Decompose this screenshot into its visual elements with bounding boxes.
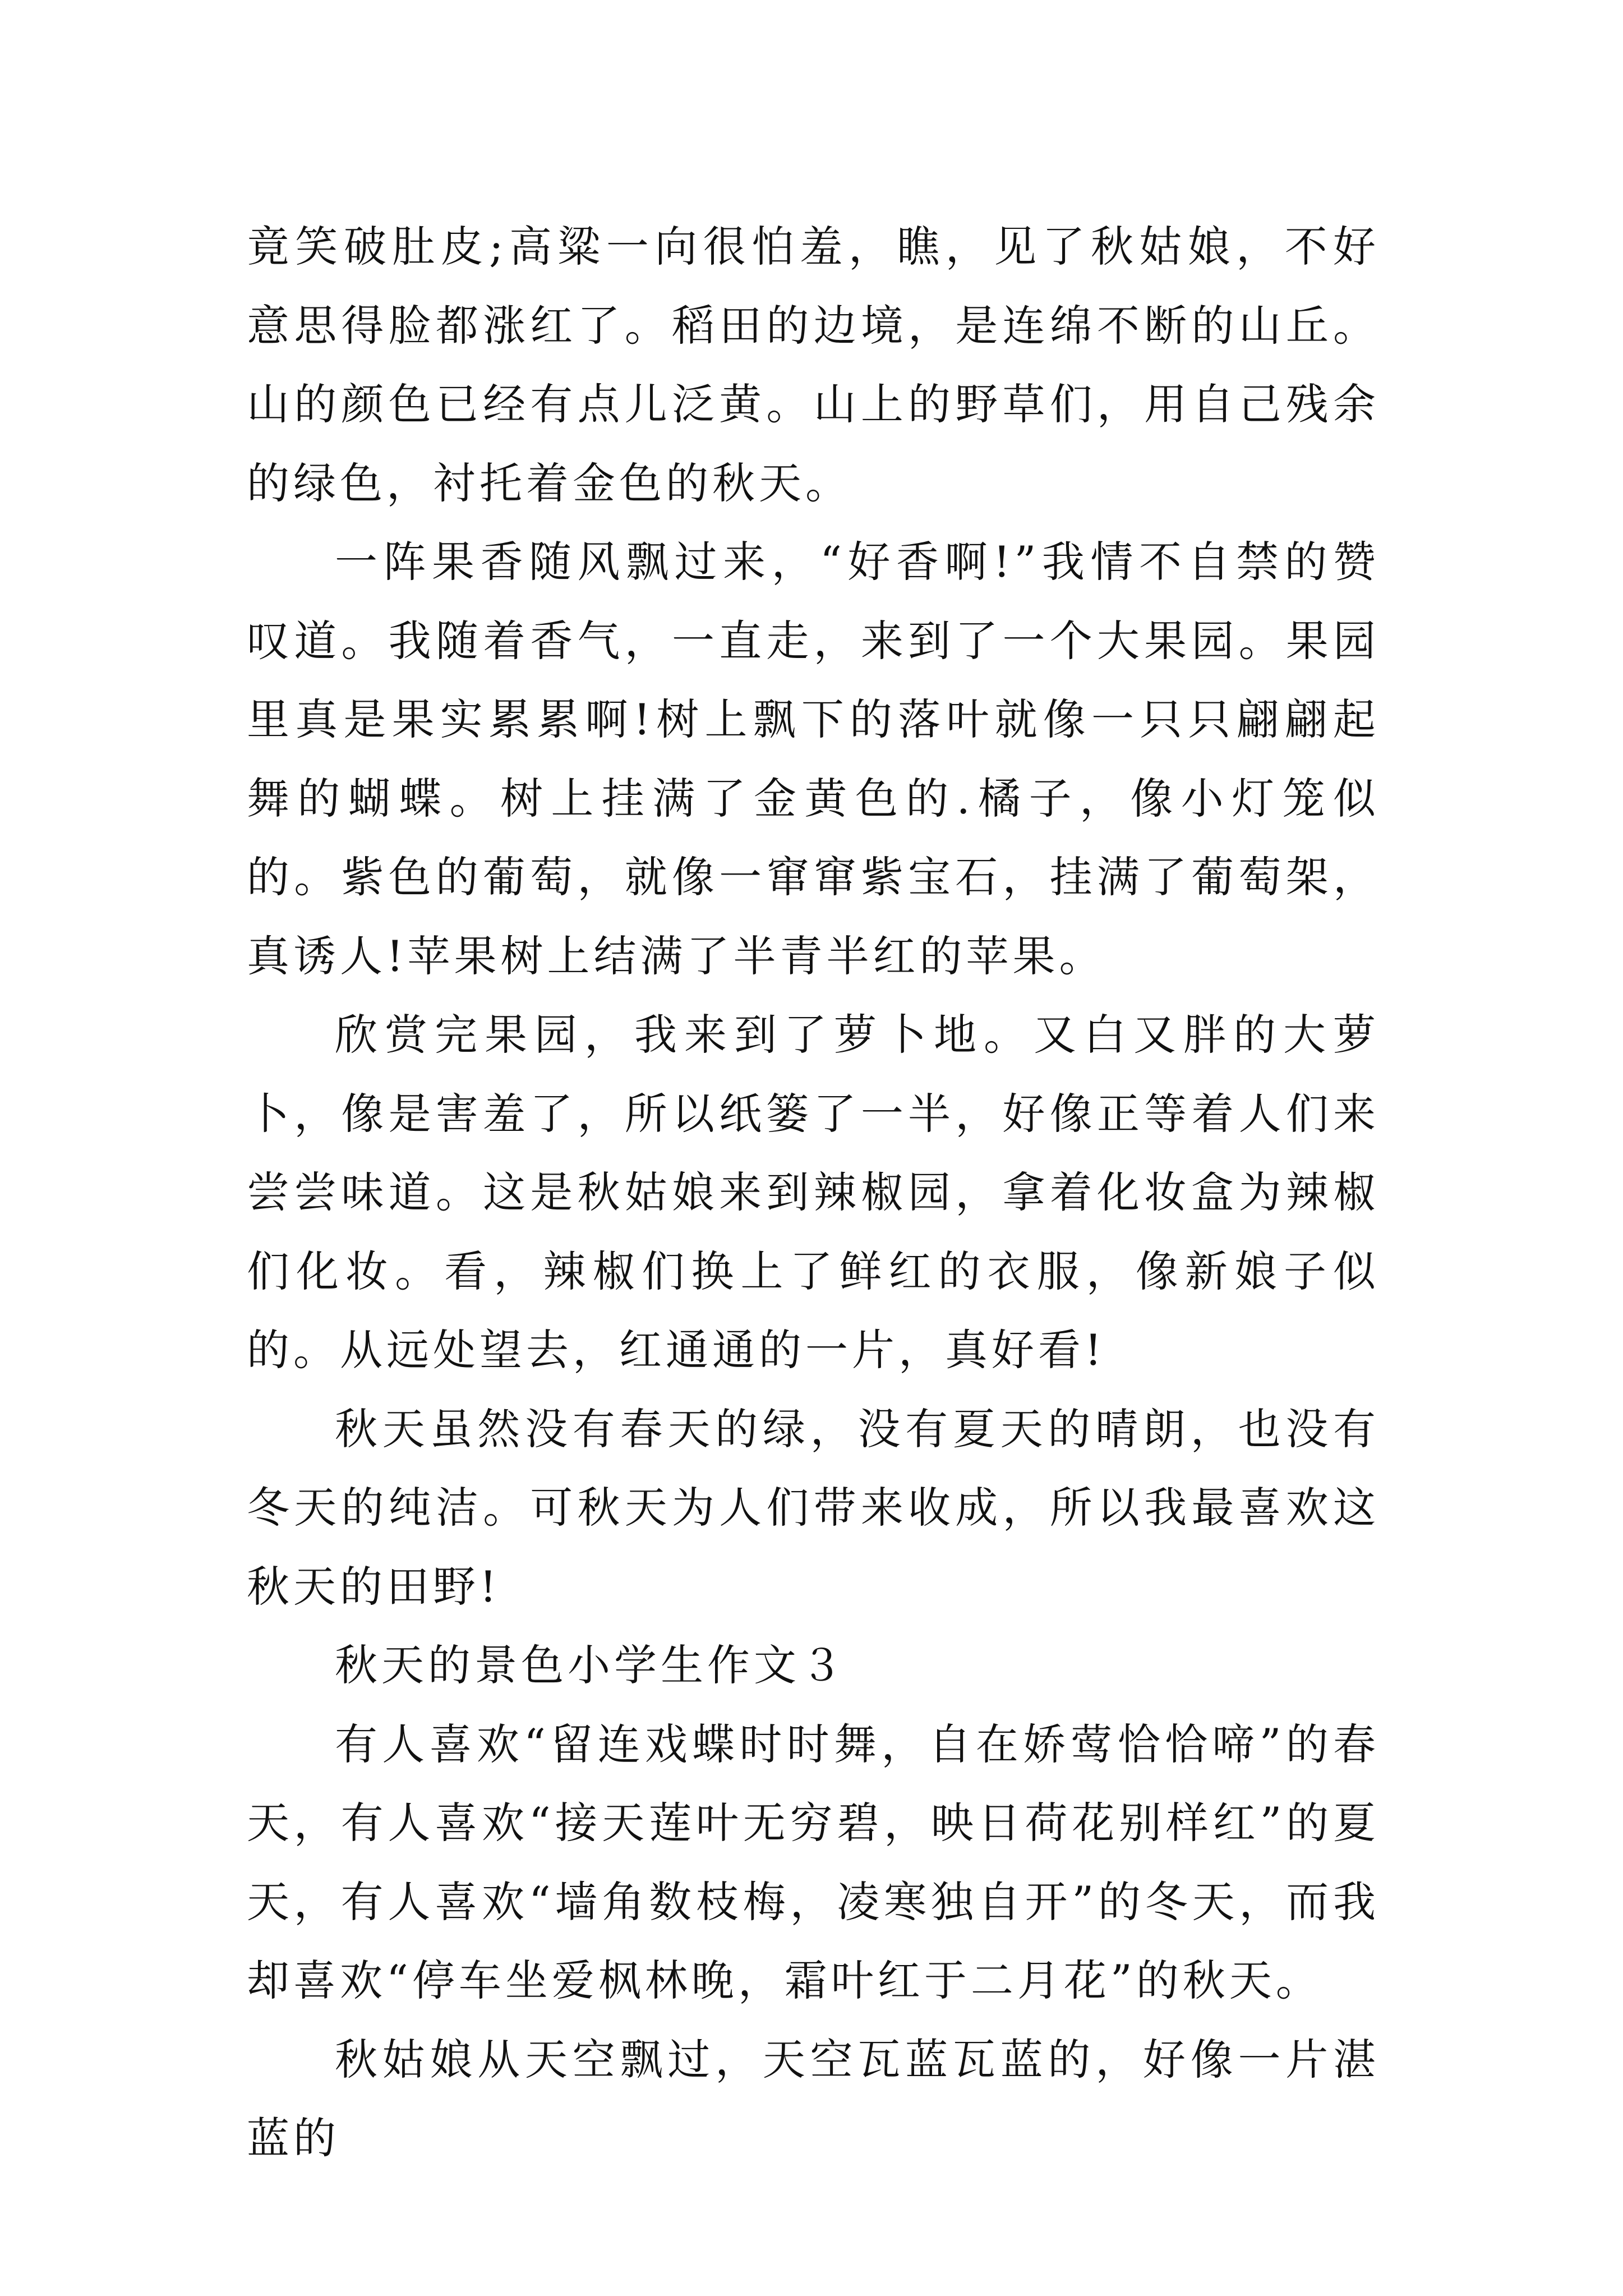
paragraph-1: 竟笑破肚皮;高粱一向很怕羞，瞧，见了秋姑娘，不好意思得脸都涨红了。稻田的边境，是连绵不断的山丘。山的颜色已经有点儿泛黄。山上的野草们，用自己残余的绿色，衬托着金色的秋天。: [247, 222, 1380, 508]
paragraph-6: 秋姑娘从天空飘过，天空瓦蓝瓦蓝的，好像一片湛蓝的: [247, 2034, 1380, 2163]
paragraph-4: 秋天虽然没有春天的绿，没有夏天的晴朗，也没有冬天的纯洁。可秋天为人们带来收成，所以我最喜欢这秋天的田野!: [247, 1404, 1380, 1612]
paragraph-2: 一阵果香随风飘过来，“好香啊!”我情不自禁的赞叹道。我随着香气，一直走，来到了一个大果园。果园里真是果实累累啊!树上飘下的落叶就像一只只翩翩起舞的蝴蝶。树上挂满了金黄色的.橘子，像小灯笼似的。紫色的葡萄，就像一窜窜紫宝石，挂满了葡萄架，真诱人!苹果树上结满了半青半红的苹果。: [247, 537, 1380, 981]
section-heading: 秋天的景色小学生作文３: [335, 1640, 847, 1690]
document-body: [247, 208, 1380, 2178]
paragraph-5: 有人喜欢“留连戏蝶时时舞，自在娇莺恰恰啼”的春天，有人喜欢“接天莲叶无穷碧，映日荷花别样红”的夏天，有人喜欢“墙角数枝梅，凌寒独自开”的冬天，而我却喜欢“停车坐爱枫林晚，霜叶红于二月花”的秋天。: [247, 1719, 1380, 2005]
paragraph-3: 欣赏完果园，我来到了萝卜地。又白又胖的大萝卜，像是害羞了，所以纸篓了一半，好像正等着人们来尝尝味道。这是秋姑娘来到辣椒园，拿着化妆盒为辣椒们化妆。看，辣椒们换上了鲜红的衣服，像新娘子似的。从远处望去，红通通的一片，真好看!: [247, 1010, 1380, 1375]
